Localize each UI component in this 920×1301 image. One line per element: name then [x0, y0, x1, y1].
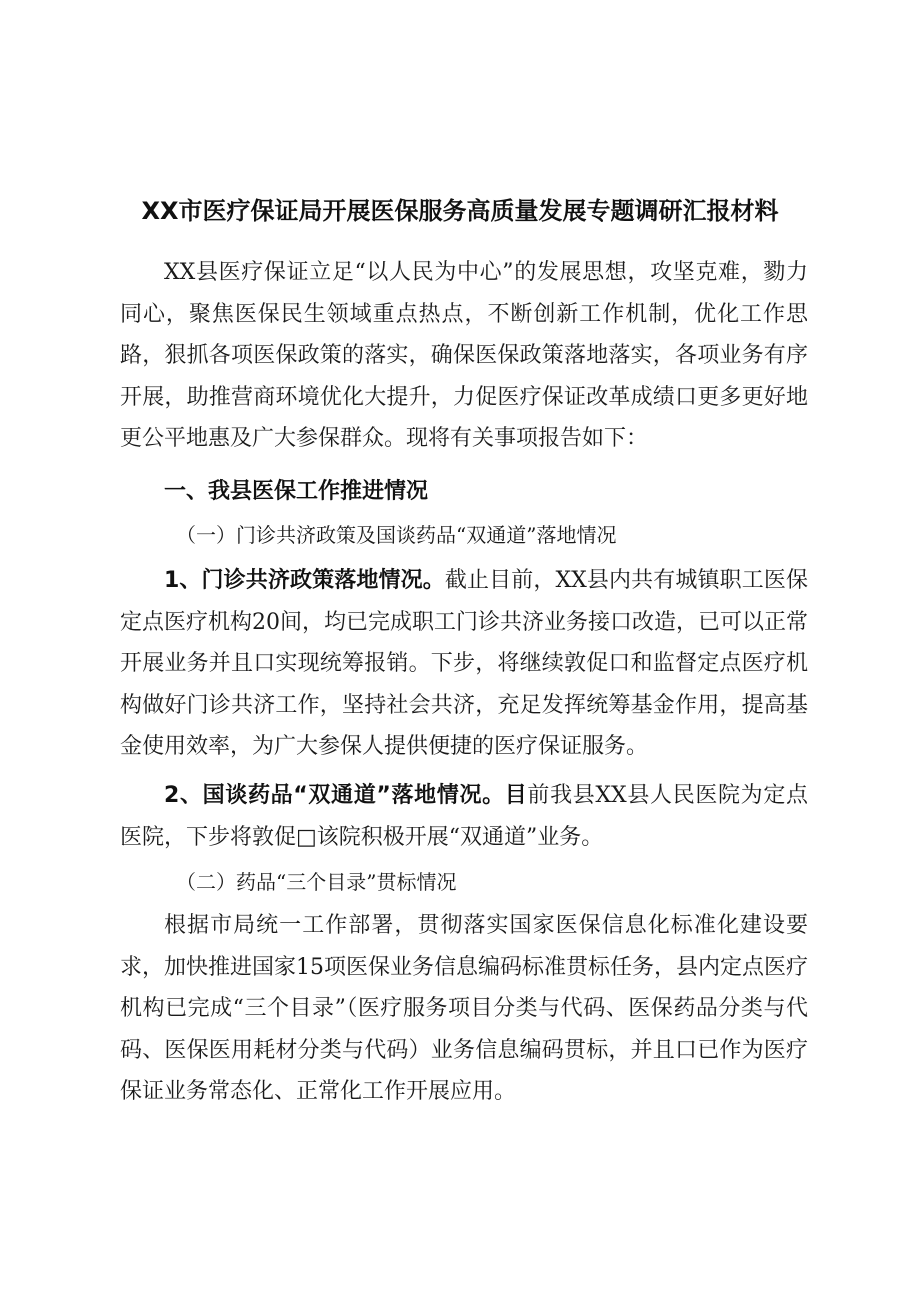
- intro-paragraph: XX县医疗保证立足“以人民为中心”的发展思想，攻坚克难，勠力同心，聚焦医保民生领域重点热点，不断创新工作机制，优化工作思路，狠抓各项医保政策的落实，确保医保政策落地落实，各项业务有序开展，助推营商环境优化大提升，力促医疗保证改革成绩口更多更好地更公平地惠及广大参保群众。现将有关事项报告如下：: [120, 260, 808, 451]
- item-1-lead: 1、门诊共济政策落地情况。: [164, 568, 445, 593]
- section-heading-1: 一、我县医保工作推进情况: [164, 479, 429, 504]
- subsection-heading-2: （二）药品“三个目录”贯标情况: [176, 870, 457, 894]
- subsection-heading-1: （一）门诊共济政策及国谈药品“双通道”落地情况: [176, 523, 617, 547]
- item-paragraph-2: [120, 775, 808, 858]
- sub2-paragraph: 根据市局统一工作部署，贯彻落实国家医保信息化标准化建设要求，加快推进国家15项医保业务信息编码标准贯标任务，县内定点医疗机构已完成“三个目录”（医疗服务项目分类与代码、医保药品分类与代码、医保医用耗材分类与代码）业务信息编码贯标，并且口已作为医疗保证业务常态化、正常化工作开展应用。: [120, 913, 808, 1104]
- document-title: XX市医疗保证局开展医保服务高质量发展专题调研汇报材料: [141, 197, 779, 225]
- item-1-text: 截止目前，XX县内共有城镇职工医保定点医疗机构20间，均已完成职工门诊共济业务接口改造，已可以正常开展业务并且口实现统筹报销。下步，将继续敦促口和监督定点医疗机构做好门诊共济工作，坚持社会共济，充足发挥统筹基金作用，提高基金使用效率，为广大参保人提供便捷的医疗保证服务。: [120, 568, 809, 759]
- item-paragraph-1: [120, 560, 808, 768]
- item-2-lead: 2、国谈药品“双通道”落地情况。目: [164, 783, 528, 808]
- item-2-text: 前我县XX县人民医院为定点医院，下步将敦促□该院积极开展“双通道”业务。: [120, 783, 808, 850]
